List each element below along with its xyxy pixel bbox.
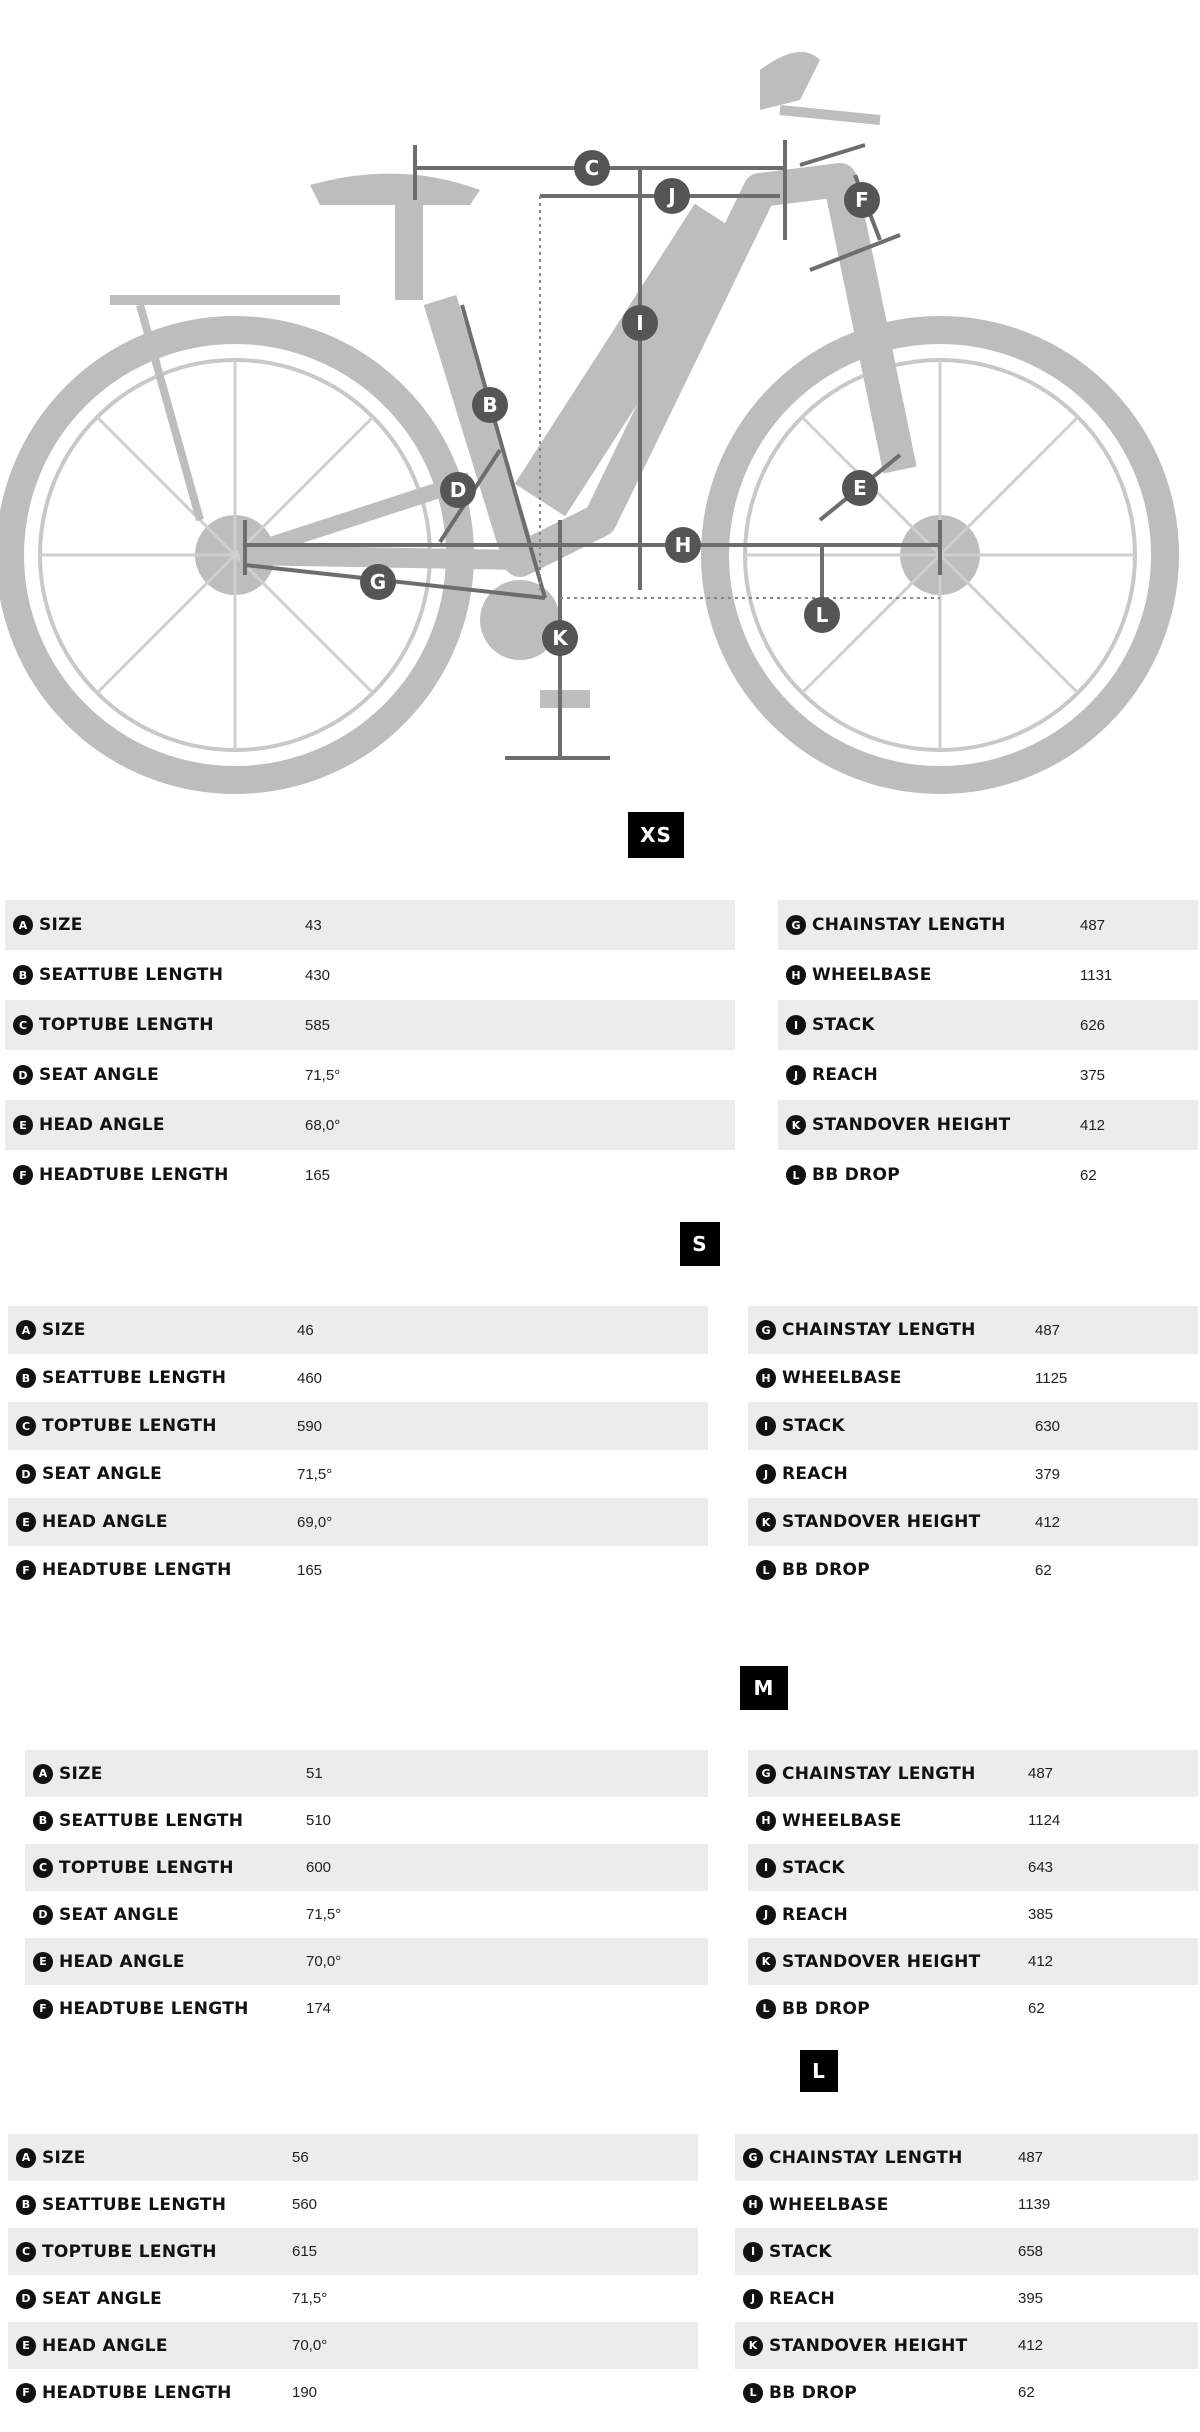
measure-value: 165	[297, 1561, 323, 1579]
table-row	[8, 1450, 708, 1498]
measure-value: 51	[306, 1765, 323, 1782]
measure-value: 626	[1080, 1016, 1106, 1034]
measure-label: SEAT ANGLE	[42, 1464, 162, 1484]
marker-i-label: I	[636, 311, 644, 335]
table-row	[5, 900, 735, 950]
measure-letter-icon: F	[13, 1165, 33, 1185]
measure-label: SEATTUBE LENGTH	[39, 965, 224, 985]
measure-label: HEAD ANGLE	[59, 1951, 185, 1972]
measure-letter-icon: H	[756, 1811, 776, 1831]
measure-label: WHEELBASE	[782, 1810, 902, 1831]
measure-label: HEAD ANGLE	[42, 1512, 168, 1532]
measure-letter-icon: J	[786, 1065, 806, 1085]
measure-value: 165	[305, 1166, 331, 1184]
table-row	[25, 1938, 708, 1985]
measure-label: TOPTUBE LENGTH	[39, 1015, 214, 1035]
table-row	[748, 1985, 1198, 2032]
measure-value: 1125	[1035, 1369, 1068, 1387]
table-row	[748, 1354, 1198, 1402]
measure-value: 630	[1035, 1417, 1061, 1435]
table-row	[8, 1402, 708, 1450]
table-row	[735, 2275, 1198, 2322]
measure-value: 375	[1080, 1066, 1106, 1084]
measure-label: STANDOVER HEIGHT	[782, 1512, 981, 1532]
measure-letter-icon: L	[743, 2383, 763, 2403]
measure-value: 615	[292, 2243, 318, 2260]
measure-label: BB DROP	[769, 2382, 858, 2403]
measure-letter-icon: E	[13, 1115, 33, 1135]
size-badge-xs: XS	[628, 812, 684, 858]
measure-letter-icon: I	[756, 1858, 776, 1878]
table-row	[8, 1498, 708, 1546]
table-row	[778, 950, 1198, 1000]
measure-letter-icon: A	[33, 1764, 53, 1784]
measure-label: SEAT ANGLE	[42, 2288, 162, 2309]
measure-letter-icon: G	[756, 1320, 776, 1340]
table-row	[8, 2134, 698, 2181]
geometry-table-m-left	[25, 1750, 708, 2032]
marker-b-label: B	[482, 393, 498, 417]
table-row	[735, 2369, 1198, 2416]
table-row	[8, 2181, 698, 2228]
measure-value: 68,0°	[305, 1116, 341, 1134]
measure-label: BB DROP	[782, 1560, 871, 1580]
measure-label: REACH	[769, 2288, 836, 2309]
measure-label: HEADTUBE LENGTH	[42, 2382, 232, 2403]
measure-value: 385	[1028, 1906, 1054, 1923]
measure-label: TOPTUBE LENGTH	[42, 1416, 217, 1436]
measure-letter-icon: I	[756, 1416, 776, 1436]
measure-label: SIZE	[59, 1763, 103, 1784]
measure-letter-icon: A	[16, 2148, 36, 2168]
measure-label: REACH	[812, 1065, 879, 1085]
table-row	[778, 1150, 1198, 1200]
measure-label: HEADTUBE LENGTH	[39, 1165, 229, 1185]
table-row	[748, 1797, 1198, 1844]
measure-label: SEATTUBE LENGTH	[59, 1810, 244, 1831]
measure-label: STANDOVER HEIGHT	[812, 1115, 1011, 1135]
table-row	[748, 1844, 1198, 1891]
table-row	[8, 1306, 708, 1354]
measure-letter-icon: J	[756, 1464, 776, 1484]
measure-letter-icon: F	[16, 2383, 36, 2403]
table-row	[778, 900, 1198, 950]
table-row	[8, 1546, 708, 1594]
measure-letter-icon: D	[16, 1464, 36, 1484]
measure-letter-icon: K	[756, 1512, 776, 1532]
geometry-table-xs-left	[5, 900, 735, 1200]
measure-label: CHAINSTAY LENGTH	[782, 1763, 976, 1784]
measure-letter-icon: C	[16, 1416, 36, 1436]
geometry-table-s-left	[8, 1306, 708, 1594]
measure-value: 412	[1080, 1116, 1106, 1134]
table-row	[25, 1844, 708, 1891]
measure-value: 70,0°	[306, 1953, 342, 1970]
table-row	[748, 1891, 1198, 1938]
measure-letter-icon: B	[13, 965, 33, 985]
measure-letter-icon: B	[33, 1811, 53, 1831]
table-row	[748, 1402, 1198, 1450]
measure-letter-icon: B	[16, 2195, 36, 2215]
measure-value: 487	[1035, 1321, 1061, 1339]
table-row	[8, 1354, 708, 1402]
table-row	[5, 1150, 735, 1200]
marker-g-label: G	[369, 570, 387, 594]
table-row	[735, 2134, 1198, 2181]
measure-label: STACK	[782, 1416, 845, 1436]
size-badge-m: M	[740, 1666, 788, 1710]
table-row	[25, 1891, 708, 1938]
measure-letter-icon: H	[756, 1368, 776, 1388]
measure-value: 71,5°	[292, 2290, 328, 2307]
measure-label: WHEELBASE	[812, 965, 932, 985]
table-row	[8, 2228, 698, 2275]
measure-letter-icon: E	[16, 1512, 36, 1532]
measure-value: 487	[1080, 916, 1106, 934]
size-badge-l: L	[800, 2050, 838, 2092]
measure-letter-icon: I	[786, 1015, 806, 1035]
measure-value: 43	[305, 916, 322, 934]
measure-letter-icon: L	[786, 1165, 806, 1185]
measure-letter-icon: C	[13, 1015, 33, 1035]
measure-value: 643	[1028, 1859, 1054, 1876]
measure-label: STACK	[812, 1015, 875, 1035]
measure-value: 62	[1035, 1561, 1052, 1579]
measure-value: 412	[1035, 1513, 1061, 1531]
measure-label: BB DROP	[782, 1998, 871, 2019]
table-row	[735, 2181, 1198, 2228]
marker-h-label: H	[674, 533, 692, 557]
measure-letter-icon: H	[743, 2195, 763, 2215]
measure-letter-icon: J	[743, 2289, 763, 2309]
table-row	[8, 2369, 698, 2416]
table-row	[735, 2228, 1198, 2275]
measure-value: 560	[292, 2196, 318, 2213]
measure-label: SEAT ANGLE	[59, 1904, 179, 1925]
measure-value: 412	[1028, 1953, 1054, 1970]
table-row	[748, 1306, 1198, 1354]
measure-value: 69,0°	[297, 1513, 333, 1531]
measure-letter-icon: J	[756, 1905, 776, 1925]
measure-letter-icon: G	[756, 1764, 776, 1784]
measure-value: 600	[306, 1859, 332, 1876]
measure-label: CHAINSTAY LENGTH	[812, 915, 1006, 935]
table-row	[778, 1050, 1198, 1100]
measure-label: SIZE	[42, 1320, 86, 1340]
measure-letter-icon: G	[786, 915, 806, 935]
measure-letter-icon: I	[743, 2242, 763, 2262]
measure-value: 56	[292, 2149, 309, 2166]
measure-label: HEAD ANGLE	[39, 1115, 165, 1135]
table-row	[5, 1100, 735, 1150]
measure-letter-icon: G	[743, 2148, 763, 2168]
marker-e-label: E	[853, 476, 867, 500]
table-row	[8, 2322, 698, 2369]
table-row	[735, 2322, 1198, 2369]
measure-label: TOPTUBE LENGTH	[59, 1857, 234, 1878]
measure-label: SEATTUBE LENGTH	[42, 1368, 227, 1388]
measure-letter-icon: L	[756, 1560, 776, 1580]
measure-value: 174	[306, 2000, 332, 2017]
measure-label: WHEELBASE	[782, 1368, 902, 1388]
table-row	[778, 1000, 1198, 1050]
measure-value: 379	[1035, 1465, 1061, 1483]
marker-f-label: F	[855, 188, 869, 212]
marker-l-label: L	[815, 603, 829, 627]
measure-letter-icon: K	[743, 2336, 763, 2356]
measure-letter-icon: E	[16, 2336, 36, 2356]
measure-value: 487	[1028, 1765, 1054, 1782]
measure-label: SIZE	[42, 2147, 86, 2168]
measure-value: 487	[1018, 2149, 1044, 2166]
measure-label: HEAD ANGLE	[42, 2335, 168, 2356]
measure-value: 71,5°	[306, 1906, 342, 1923]
measure-label: SIZE	[39, 915, 83, 935]
measure-value: 62	[1080, 1166, 1097, 1184]
measure-value: 412	[1018, 2337, 1044, 2354]
measure-label: STANDOVER HEIGHT	[769, 2335, 968, 2356]
measure-label: TOPTUBE LENGTH	[42, 2241, 217, 2262]
measure-letter-icon: K	[756, 1952, 776, 1972]
measure-value: 70,0°	[292, 2337, 328, 2354]
measure-value: 395	[1018, 2290, 1044, 2307]
measure-label: CHAINSTAY LENGTH	[782, 1320, 976, 1340]
measure-label: HEADTUBE LENGTH	[59, 1998, 249, 2019]
measure-label: REACH	[782, 1464, 849, 1484]
measure-letter-icon: L	[756, 1999, 776, 2019]
measure-value: 1139	[1018, 2196, 1051, 2213]
measure-label: STACK	[782, 1857, 845, 1878]
measure-letter-icon: K	[786, 1115, 806, 1135]
table-row	[25, 1985, 708, 2032]
marker-j-label: J	[668, 184, 676, 208]
measure-label: STACK	[769, 2241, 832, 2262]
measure-letter-icon: F	[16, 1560, 36, 1580]
measure-label: WHEELBASE	[769, 2194, 889, 2215]
measure-value: 585	[305, 1016, 331, 1034]
measure-label: SEATTUBE LENGTH	[42, 2194, 227, 2215]
measure-value: 460	[297, 1369, 323, 1387]
measure-letter-icon: C	[16, 2242, 36, 2262]
marker-k-label: K	[552, 626, 568, 650]
measure-label: BB DROP	[812, 1165, 901, 1185]
measure-value: 62	[1018, 2384, 1035, 2401]
table-row	[5, 1050, 735, 1100]
measure-label: HEADTUBE LENGTH	[42, 1560, 232, 1580]
measure-value: 71,5°	[305, 1066, 341, 1084]
table-row	[748, 1450, 1198, 1498]
table-row	[25, 1750, 708, 1797]
measure-value: 1131	[1080, 966, 1113, 984]
measure-letter-icon: H	[786, 965, 806, 985]
measure-label: REACH	[782, 1904, 849, 1925]
marker-d-label: D	[449, 478, 467, 502]
table-row	[778, 1100, 1198, 1150]
measure-letter-icon: D	[16, 2289, 36, 2309]
table-row	[8, 2275, 698, 2322]
measure-letter-icon: D	[13, 1065, 33, 1085]
geometry-table-s-right	[748, 1306, 1198, 1594]
table-row	[5, 1000, 735, 1050]
measure-letter-icon: D	[33, 1905, 53, 1925]
geometry-table-xs-right	[778, 900, 1198, 1200]
marker-c-label: C	[584, 156, 600, 180]
geometry-table-l-left	[8, 2134, 698, 2416]
geometry-table-l-right	[735, 2134, 1198, 2416]
measure-value: 658	[1018, 2243, 1044, 2260]
measure-letter-icon: A	[13, 915, 33, 935]
geometry-table-m-right	[748, 1750, 1198, 2032]
table-row	[25, 1797, 708, 1844]
measure-label: CHAINSTAY LENGTH	[769, 2147, 963, 2168]
measure-label: SEAT ANGLE	[39, 1065, 159, 1085]
measure-letter-icon: E	[33, 1952, 53, 1972]
measure-value: 46	[297, 1321, 314, 1339]
measure-letter-icon: F	[33, 1999, 53, 2019]
table-row	[748, 1750, 1198, 1797]
table-row	[748, 1938, 1198, 1985]
measure-letter-icon: C	[33, 1858, 53, 1878]
measure-letter-icon: B	[16, 1368, 36, 1388]
measure-value: 190	[292, 2384, 318, 2401]
measure-value: 510	[306, 1812, 332, 1829]
table-row	[748, 1546, 1198, 1594]
table-row	[748, 1498, 1198, 1546]
table-row	[5, 950, 735, 1000]
measure-value: 1124	[1028, 1812, 1061, 1829]
measure-value: 590	[297, 1417, 323, 1435]
measure-value: 430	[305, 966, 331, 984]
measure-label: STANDOVER HEIGHT	[782, 1951, 981, 1972]
size-badge-s: S	[680, 1222, 720, 1266]
measure-value: 62	[1028, 2000, 1045, 2017]
measure-value: 71,5°	[297, 1465, 333, 1483]
bike-geometry-diagram	[0, 0, 1200, 800]
measure-letter-icon: A	[16, 1320, 36, 1340]
